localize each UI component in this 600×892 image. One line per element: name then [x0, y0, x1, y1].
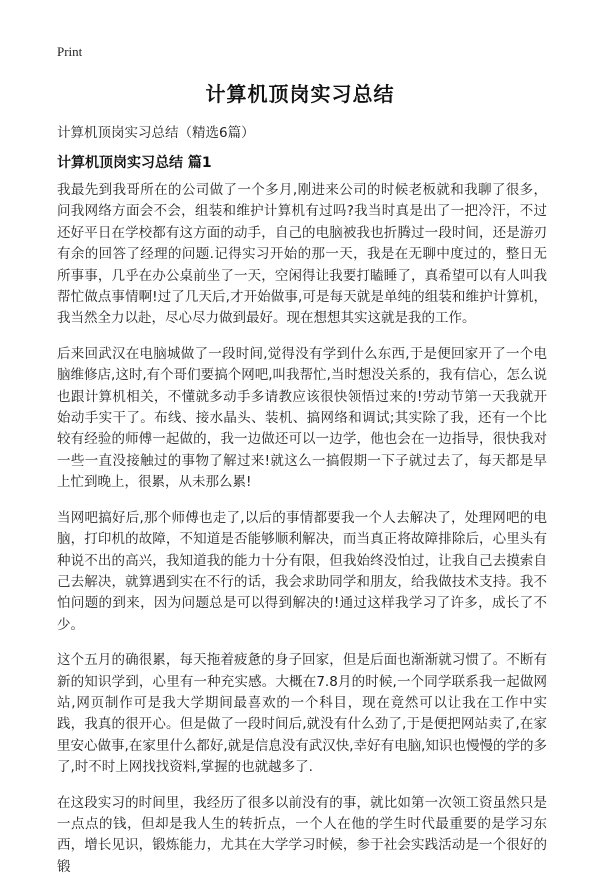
- paragraph: 当网吧搞好后,那个师傅也走了,以后的事情都要我一个人去解决了，处理网吧的电脑，打印机的故障，不知道是否能够顺利解决，而当真正将故障排除后，心里头有种说不出的高兴，我知道我的能力十分有限，但我始终没怕过，让我自己去摸索自己去解决，就算遇到实在不行的话，我会求助同学和朋友，给我做技术支持。我不怕问题的到来，因为问题总是可以得到解决的!通过这样我学习了许多，成长了不少。: [57, 509, 547, 633]
- document-subtitle: 计算机顶岗实习总结（精选6篇）: [57, 125, 255, 141]
- section-heading: 计算机顶岗实习总结 篇1: [57, 155, 212, 171]
- document-title: 计算机顶岗实习总结: [205, 82, 395, 106]
- paragraph: 我最先到我哥所在的公司做了一个多月,刚进来公司的时候老板就和我聊了很多，问我网络方面会不会，组装和维护计算机有过吗?我当时真是出了一把冷汗，不过还好平日在学校都有这方面的动手，自己的电脑被我也折腾过一段时间，还是游刃有余的回答了经理的问题.记得实习开始的那一天，我是在无聊中度过的，整日无所事事，几乎在办公桌前坐了一天，空闲得让我要打瞌睡了，真希望可以有人叫我帮忙做点事情啊!过了几天后,才开始做事,可是每天就是单纯的组装和维护计算机，我当然全力以赴，尽心尽力做到最好。现在想想其实这就是我的工作。: [57, 182, 547, 327]
- paragraph: 后来回武汉在电脑城做了一段时间,觉得没有学到什么东西,于是便回家开了一个电脑维修店,这时,有个哥们要搞个网吧,叫我帮忙,当时想没关系的，我有信心，怎么说也跟计算机相关，不懂就多动手多请教应该很快领悟过来的!劳动节第一天我就开始动手实干了。布线、接水晶头、装机、搞网络和调试;其实除了我，还有一个比较有经验的师傅一起做的，我一边做还可以一边学，他也会在一边指导，很快我对一些一直没接触过的事物了解过来!就这么一搞假期一下子就过去了，每天都是早上忙到晚上，很累，从未那么累!: [57, 345, 547, 491]
- document-body: [57, 180, 547, 892]
- print-link[interactable]: Print: [57, 44, 83, 59]
- paragraph: 在这段实习的时间里，我经历了很多以前没有的事，就比如第一次领工资虽然只是一点点的钱，但却是我人生的转折点，一个人在他的学生时代最重要的是学习东西，增长见识，锻炼能力，尤其在大学学习时候，参于社会实践活动是一个很好的锻: [57, 794, 547, 875]
- paragraph: 这个五月的确很累，每天拖着疲惫的身子回家，但是后面也渐渐就习惯了。不断有新的知识学到，心里有一种充实感。大概在7.8月的时候,一个同学联系我一起做网站,网页制作可是我大学期间最喜欢的一个科目，现在竟然可以让我在工作中实践，我真的很开心。但是做了一段时间后,就没有什么劲了,于是便把网站卖了,在家里安心做事,在家里什么都好,就是信息没有武汉快,幸好有电脑,知识也慢慢的学的多了,时不时上网找找资料,掌握的也就越多了.: [57, 652, 547, 776]
